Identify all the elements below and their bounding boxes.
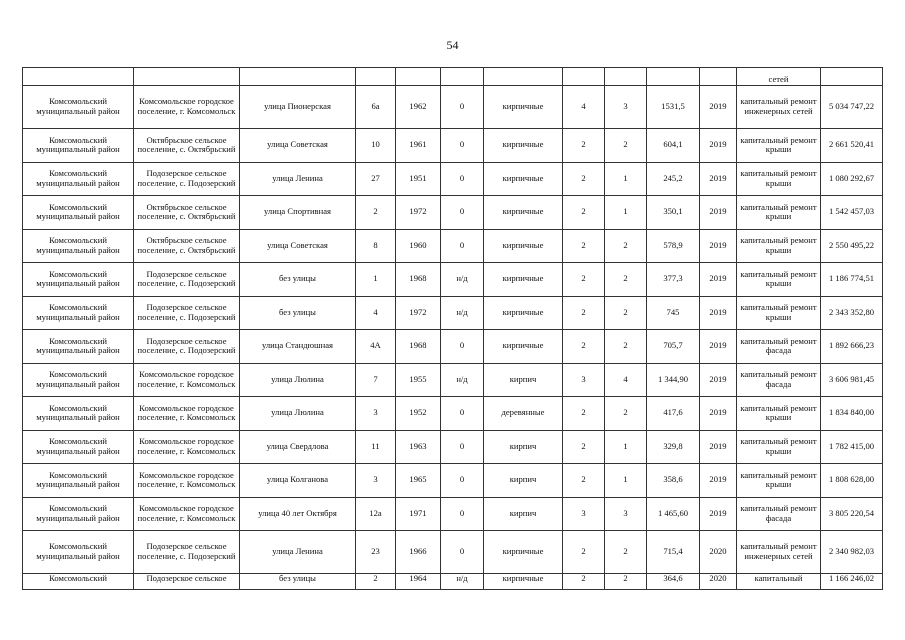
cell-year: 1961 <box>396 129 441 163</box>
cell-floors: 2 <box>563 464 605 498</box>
cell-material: кирпичные <box>484 86 563 129</box>
cell-year: 1972 <box>396 296 441 330</box>
cell-year: 1972 <box>396 196 441 230</box>
cell-col6: н/д <box>441 296 484 330</box>
cell-cost: 1 542 457,03 <box>821 196 883 230</box>
cell-settlement <box>134 68 240 86</box>
cell-cost: 2 340 982,03 <box>821 531 883 574</box>
table-row <box>23 363 883 397</box>
cell-plan-year: 2019 <box>700 464 737 498</box>
cell-settlement: Комсомольское городское поселение, г. Комсомольск <box>134 497 240 531</box>
cell-material: кирпичные <box>484 196 563 230</box>
cell-floors: 2 <box>563 229 605 263</box>
cell-settlement: Комсомольское городское поселение, г. Комсомольск <box>134 464 240 498</box>
cell-settlement: Комсомольское городское поселение, г. Комсомольск <box>134 363 240 397</box>
cell-plan-year: 2019 <box>700 296 737 330</box>
cell-year: 1962 <box>396 86 441 129</box>
cell-house: 3 <box>356 397 396 431</box>
cell-plan-year: 2019 <box>700 430 737 464</box>
cell-area: 364,6 <box>647 574 700 590</box>
cell-district: Комсомольский муниципальный район <box>23 497 134 531</box>
cell-house: 1 <box>356 263 396 297</box>
cell-cost <box>821 68 883 86</box>
cell-plan-year: 2019 <box>700 129 737 163</box>
housing-repair-table <box>22 67 883 590</box>
cell-district <box>23 68 134 86</box>
cell-street: улица Ленина <box>240 531 356 574</box>
cell-street: улица 40 лет Октября <box>240 497 356 531</box>
cell-plan-year: 2019 <box>700 263 737 297</box>
cell-material: кирпич <box>484 430 563 464</box>
cell-col6: 0 <box>441 464 484 498</box>
cell-plan-year: 2019 <box>700 363 737 397</box>
cell-work-type: капитальный <box>737 574 821 590</box>
cell-settlement: Комсомольское городское поселение, г. Комсомольск <box>134 430 240 464</box>
cell-area: 578,9 <box>647 229 700 263</box>
cell-house: 6а <box>356 86 396 129</box>
cell-area <box>647 68 700 86</box>
table-row <box>23 464 883 498</box>
cell-settlement: Октябрьское сельское поселение, с. Октябрьский <box>134 129 240 163</box>
cell-district: Комсомольский муниципальный район <box>23 330 134 364</box>
cell-house: 8 <box>356 229 396 263</box>
cell-plan-year: 2020 <box>700 574 737 590</box>
cell-street: улица Люлина <box>240 363 356 397</box>
cell-entrances: 1 <box>605 196 647 230</box>
cell-work-type: капитальный ремонт крыши <box>737 162 821 196</box>
cell-street: улица Спортивная <box>240 196 356 230</box>
cell-work-type: капитальный ремонт крыши <box>737 196 821 230</box>
cell-year: 1952 <box>396 397 441 431</box>
cell-entrances: 2 <box>605 129 647 163</box>
cell-col6: 0 <box>441 397 484 431</box>
cell-entrances: 1 <box>605 464 647 498</box>
cell-entrances: 2 <box>605 229 647 263</box>
cell-floors: 2 <box>563 296 605 330</box>
cell-col6: 0 <box>441 497 484 531</box>
cell-street: улица Стандюшная <box>240 330 356 364</box>
cell-year: 1951 <box>396 162 441 196</box>
cell-area: 377,3 <box>647 263 700 297</box>
cell-material: кирпичные <box>484 162 563 196</box>
cell-material: кирпичные <box>484 263 563 297</box>
cell-plan-year: 2019 <box>700 330 737 364</box>
cell-col6: 0 <box>441 229 484 263</box>
cell-plan-year: 2019 <box>700 397 737 431</box>
cell-entrances <box>605 68 647 86</box>
cell-work-type: капитальный ремонт крыши <box>737 296 821 330</box>
cell-settlement: Подозерское сельское поселение, с. Подозерский <box>134 330 240 364</box>
cell-cost: 2 343 352,80 <box>821 296 883 330</box>
cell-floors: 2 <box>563 531 605 574</box>
cell-year: 1965 <box>396 464 441 498</box>
cell-material: деревянные <box>484 397 563 431</box>
cell-house: 10 <box>356 129 396 163</box>
cell-area: 1 344,90 <box>647 363 700 397</box>
cell-cost: 1 782 415,00 <box>821 430 883 464</box>
table-row <box>23 296 883 330</box>
cell-entrances: 1 <box>605 162 647 196</box>
cell-cost: 5 034 747,22 <box>821 86 883 129</box>
cell-col6: 0 <box>441 330 484 364</box>
cell-year: 1955 <box>396 363 441 397</box>
cell-cost: 1 892 666,23 <box>821 330 883 364</box>
cell-plan-year: 2019 <box>700 162 737 196</box>
cell-settlement: Подозерское сельское <box>134 574 240 590</box>
cell-settlement: Подозерское сельское поселение, с. Подозерский <box>134 162 240 196</box>
cell-col6: 0 <box>441 129 484 163</box>
cell-work-type: капитальный ремонт крыши <box>737 430 821 464</box>
cell-year: 1966 <box>396 531 441 574</box>
cell-year <box>396 68 441 86</box>
table-row <box>23 397 883 431</box>
cell-house: 11 <box>356 430 396 464</box>
cell-street: улица Свердлова <box>240 430 356 464</box>
cell-cost: 1 166 246,02 <box>821 574 883 590</box>
cell-plan-year: 2019 <box>700 497 737 531</box>
cell-settlement: Октябрьское сельское поселение, с. Октябрьский <box>134 229 240 263</box>
cell-work-type: капитальный ремонт крыши <box>737 129 821 163</box>
cell-floors: 2 <box>563 330 605 364</box>
cell-house: 7 <box>356 363 396 397</box>
cell-year: 1963 <box>396 430 441 464</box>
cell-col6: 0 <box>441 86 484 129</box>
cell-house: 27 <box>356 162 396 196</box>
table-row-continued <box>23 68 883 86</box>
cell-district: Комсомольский муниципальный район <box>23 229 134 263</box>
cell-material: кирпич <box>484 497 563 531</box>
page-number: 54 <box>446 38 459 52</box>
table-row <box>23 86 883 129</box>
cell-entrances: 2 <box>605 531 647 574</box>
cell-plan-year: 2020 <box>700 531 737 574</box>
cell-entrances: 3 <box>605 86 647 129</box>
cell-cost: 2 550 495,22 <box>821 229 883 263</box>
cell-col6: н/д <box>441 363 484 397</box>
cell-district: Комсомольский муниципальный район <box>23 430 134 464</box>
cell-floors: 4 <box>563 86 605 129</box>
cell-entrances: 3 <box>605 497 647 531</box>
cell-house: 2 <box>356 574 396 590</box>
cell-street: улица Пионерская <box>240 86 356 129</box>
cell-street: улица Советская <box>240 229 356 263</box>
cell-entrances: 2 <box>605 330 647 364</box>
cell-work-type: сетей <box>737 68 821 86</box>
cell-district: Комсомольский муниципальный район <box>23 397 134 431</box>
cell-house: 4А <box>356 330 396 364</box>
cell-settlement: Октябрьское сельское поселение, с. Октябрьский <box>134 196 240 230</box>
cell-material: кирпичные <box>484 296 563 330</box>
cell-district: Комсомольский муниципальный район <box>23 296 134 330</box>
table-row <box>23 229 883 263</box>
table-row <box>23 330 883 364</box>
cell-work-type: капитальный ремонт крыши <box>737 229 821 263</box>
cell-house: 4 <box>356 296 396 330</box>
cell-material: кирпичные <box>484 531 563 574</box>
cell-district: Комсомольский муниципальный район <box>23 363 134 397</box>
cell-settlement: Подозерское сельское поселение, с. Подозерский <box>134 296 240 330</box>
cell-material: кирпичные <box>484 229 563 263</box>
cell-material: кирпич <box>484 363 563 397</box>
cell-floors: 3 <box>563 497 605 531</box>
cell-cost: 1 186 774,51 <box>821 263 883 297</box>
cell-entrances: 4 <box>605 363 647 397</box>
cell-district: Комсомольский муниципальный район <box>23 196 134 230</box>
cell-house: 2 <box>356 196 396 230</box>
cell-area: 604,1 <box>647 129 700 163</box>
cell-settlement: Подозерское сельское поселение, с. Подозерский <box>134 263 240 297</box>
cell-street: улица Люлина <box>240 397 356 431</box>
table-row <box>23 497 883 531</box>
cell-work-type: капитальный ремонт крыши <box>737 464 821 498</box>
table-row <box>23 430 883 464</box>
cell-entrances: 2 <box>605 397 647 431</box>
cell-cost: 1 080 292,67 <box>821 162 883 196</box>
cell-material: кирпичные <box>484 574 563 590</box>
cell-material: кирпич <box>484 464 563 498</box>
cell-entrances: 2 <box>605 574 647 590</box>
cell-settlement: Комсомольское городское поселение, г. Комсомольск <box>134 86 240 129</box>
cell-col6: 0 <box>441 196 484 230</box>
cell-area: 245,2 <box>647 162 700 196</box>
cell-street: улица Ленина <box>240 162 356 196</box>
cell-area: 329,8 <box>647 430 700 464</box>
cell-cost: 1 808 628,00 <box>821 464 883 498</box>
cell-house: 23 <box>356 531 396 574</box>
cell-work-type: капитальный ремонт фасада <box>737 497 821 531</box>
cell-area: 745 <box>647 296 700 330</box>
cell-street: улица Колганова <box>240 464 356 498</box>
cell-plan-year: 2019 <box>700 229 737 263</box>
cell-material: кирпичные <box>484 330 563 364</box>
table-row <box>23 162 883 196</box>
table-row <box>23 531 883 574</box>
cell-entrances: 1 <box>605 430 647 464</box>
cell-district: Комсомольский муниципальный район <box>23 162 134 196</box>
cell-house: 12а <box>356 497 396 531</box>
cell-year: 1968 <box>396 263 441 297</box>
cell-district: Комсомольский муниципальный район <box>23 129 134 163</box>
cell-floors: 2 <box>563 574 605 590</box>
cell-floors: 2 <box>563 196 605 230</box>
cell-plan-year: 2019 <box>700 196 737 230</box>
cell-cost: 2 661 520,41 <box>821 129 883 163</box>
cell-district: Комсомольский муниципальный район <box>23 531 134 574</box>
cell-entrances: 2 <box>605 263 647 297</box>
table-row <box>23 129 883 163</box>
cell-area: 715,4 <box>647 531 700 574</box>
cell-floors: 2 <box>563 162 605 196</box>
cell-year: 1960 <box>396 229 441 263</box>
cell-col6: 0 <box>441 531 484 574</box>
cell-street: без улицы <box>240 574 356 590</box>
cell-house: 3 <box>356 464 396 498</box>
cell-col6 <box>441 68 484 86</box>
cell-plan-year <box>700 68 737 86</box>
cell-col6: н/д <box>441 574 484 590</box>
cell-area: 350,1 <box>647 196 700 230</box>
cell-floors: 2 <box>563 430 605 464</box>
table-row <box>23 263 883 297</box>
cell-area: 705,7 <box>647 330 700 364</box>
cell-settlement: Подозерское сельское поселение, с. Подозерский <box>134 531 240 574</box>
cell-area: 358,6 <box>647 464 700 498</box>
cell-settlement: Комсомольское городское поселение, г. Комсомольск <box>134 397 240 431</box>
cell-area: 1531,5 <box>647 86 700 129</box>
cell-floors: 3 <box>563 363 605 397</box>
cell-work-type: капитальный ремонт инженерных сетей <box>737 531 821 574</box>
cell-street <box>240 68 356 86</box>
cell-entrances: 2 <box>605 296 647 330</box>
cell-district: Комсомольский муниципальный район <box>23 263 134 297</box>
cell-district: Комсомольский муниципальный район <box>23 464 134 498</box>
cell-col6: 0 <box>441 430 484 464</box>
cell-area: 417,6 <box>647 397 700 431</box>
cell-year: 1964 <box>396 574 441 590</box>
cell-work-type: капитальный ремонт фасада <box>737 363 821 397</box>
cell-cost: 1 834 840,00 <box>821 397 883 431</box>
cell-year: 1968 <box>396 330 441 364</box>
cell-cost: 3 805 220,54 <box>821 497 883 531</box>
cell-material: кирпичные <box>484 129 563 163</box>
table-body <box>23 68 883 590</box>
cell-year: 1971 <box>396 497 441 531</box>
cell-district: Комсомольский муниципальный район <box>23 86 134 129</box>
cell-plan-year: 2019 <box>700 86 737 129</box>
cell-floors: 2 <box>563 397 605 431</box>
cell-cost: 3 606 981,45 <box>821 363 883 397</box>
cell-col6: 0 <box>441 162 484 196</box>
cell-floors <box>563 68 605 86</box>
cell-street: без улицы <box>240 296 356 330</box>
cell-col6: н/д <box>441 263 484 297</box>
cell-work-type: капитальный ремонт крыши <box>737 263 821 297</box>
cell-district: Комсомольский <box>23 574 134 590</box>
cell-work-type: капитальный ремонт крыши <box>737 397 821 431</box>
table-row <box>23 574 883 590</box>
cell-street: улица Советская <box>240 129 356 163</box>
cell-material <box>484 68 563 86</box>
cell-floors: 2 <box>563 129 605 163</box>
cell-street: без улицы <box>240 263 356 297</box>
cell-work-type: капитальный ремонт фасада <box>737 330 821 364</box>
cell-area: 1 465,60 <box>647 497 700 531</box>
cell-house <box>356 68 396 86</box>
cell-floors: 2 <box>563 263 605 297</box>
cell-work-type: капитальный ремонт инженерных сетей <box>737 86 821 129</box>
table-row <box>23 196 883 230</box>
